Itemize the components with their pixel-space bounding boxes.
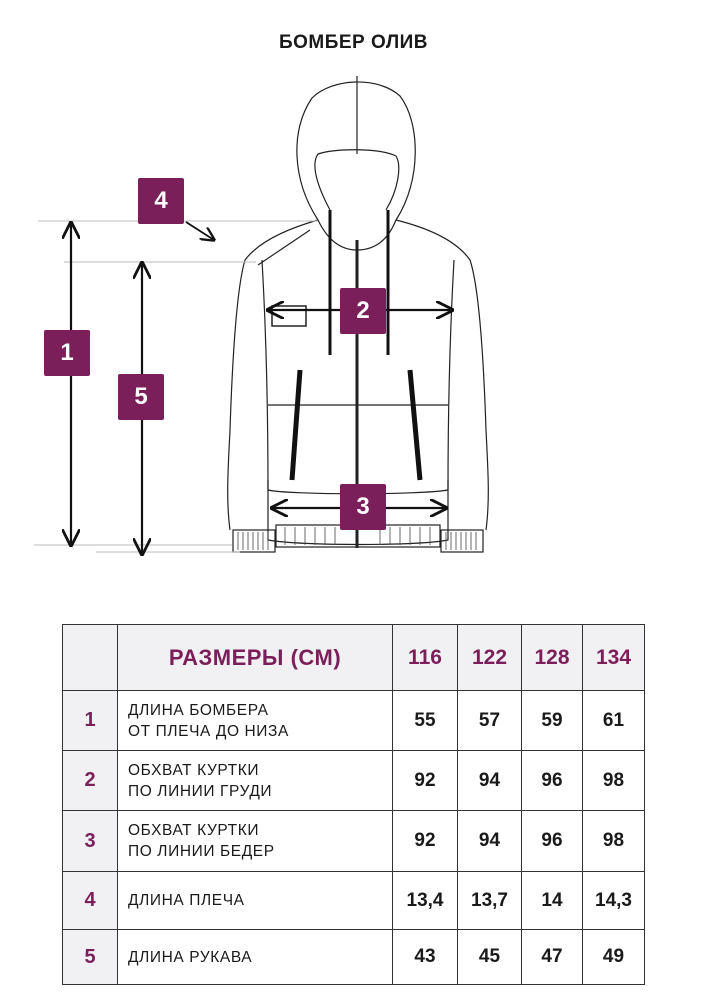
- table-header-row: [63, 625, 645, 691]
- row-value: 98: [583, 751, 645, 811]
- row-value: 43: [393, 930, 458, 985]
- row-description: ДЛИНА ПЛЕЧА: [118, 872, 393, 930]
- row-value: 96: [522, 811, 583, 872]
- row-value: 94: [458, 751, 522, 811]
- row-number: 2: [63, 751, 118, 811]
- row-value: 13,7: [458, 872, 522, 930]
- jacket-diagram: [0, 70, 707, 580]
- row-value: 47: [522, 930, 583, 985]
- row-value: 92: [393, 751, 458, 811]
- row-number: 1: [63, 691, 118, 751]
- header-size: 134: [583, 625, 645, 691]
- row-value: 61: [583, 691, 645, 751]
- row-number: 5: [63, 930, 118, 985]
- row-value: 59: [522, 691, 583, 751]
- row-value: 94: [458, 811, 522, 872]
- row-description: ОБХВАТ КУРТКИ ПО ЛИНИИ БЕДЕР: [118, 811, 393, 872]
- row-value: 57: [458, 691, 522, 751]
- row-value: 14,3: [583, 872, 645, 930]
- row-value: 13,4: [393, 872, 458, 930]
- header-size: 122: [458, 625, 522, 691]
- table-row: [63, 811, 645, 872]
- row-value: 14: [522, 872, 583, 930]
- header-size: 128: [522, 625, 583, 691]
- row-value: 45: [458, 930, 522, 985]
- header-label: РАЗМЕРЫ (СМ): [118, 625, 393, 691]
- row-description: ДЛИНА БОМБЕРА ОТ ПЛЕЧА ДО НИЗА: [118, 691, 393, 751]
- header-size: 116: [393, 625, 458, 691]
- row-value: 55: [393, 691, 458, 751]
- row-description: ДЛИНА РУКАВА: [118, 930, 393, 985]
- table-row: [63, 691, 645, 751]
- badge-2: 2: [340, 288, 386, 334]
- page-title: БОМБЕР ОЛИВ: [278, 32, 429, 53]
- badge-3: 3: [340, 484, 386, 530]
- row-value: 98: [583, 811, 645, 872]
- badge-5: 5: [118, 374, 164, 420]
- row-value: 96: [522, 751, 583, 811]
- row-number: 3: [63, 811, 118, 872]
- badge-4: 4: [138, 178, 184, 224]
- table-row: [63, 930, 645, 985]
- row-description: ОБХВАТ КУРТКИ ПО ЛИНИИ ГРУДИ: [118, 751, 393, 811]
- table-row: [63, 872, 645, 930]
- header-empty-cell: [63, 625, 118, 691]
- row-value: 92: [393, 811, 458, 872]
- row-value: 49: [583, 930, 645, 985]
- row-number: 4: [63, 872, 118, 930]
- size-chart-table: [62, 624, 645, 985]
- badge-1: 1: [44, 330, 90, 376]
- table-row: [63, 751, 645, 811]
